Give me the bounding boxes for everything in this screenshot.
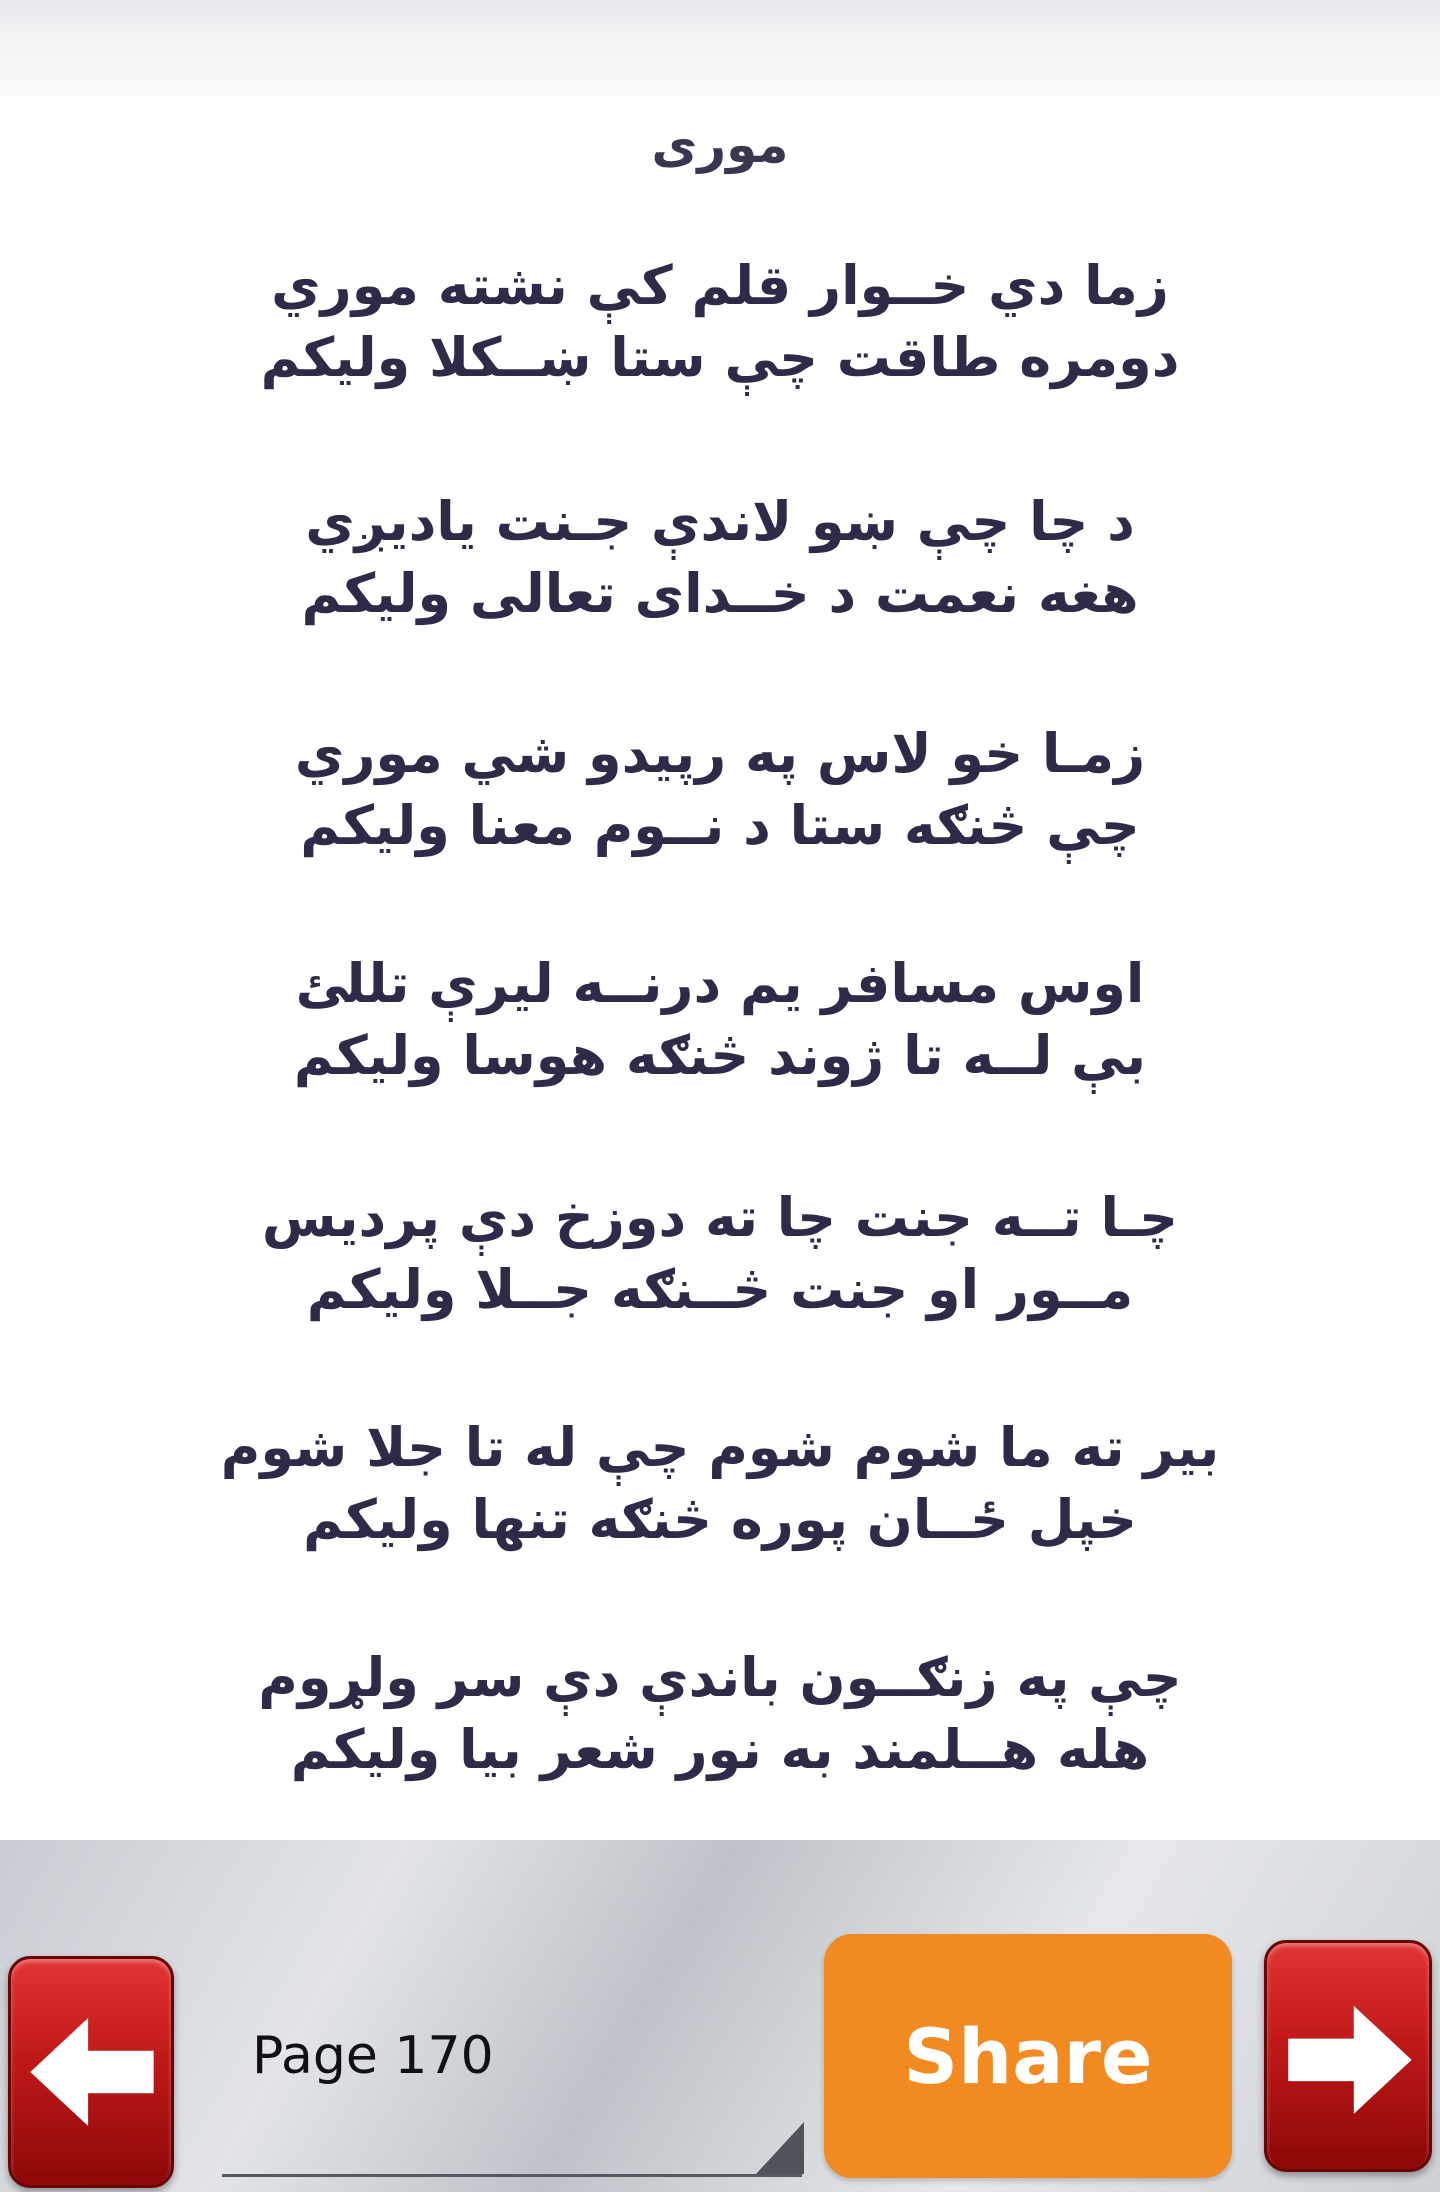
stanza-4 xyxy=(200,948,1240,1092)
stanza-7 xyxy=(200,1642,1240,1786)
stanza-3 xyxy=(200,718,1240,862)
stanza-line: خپل ځــان پوره څنګه تنها ولیکم xyxy=(303,1488,1137,1551)
stanza-line: بې لــه تا ژوند څنګه هوسا ولیکم xyxy=(293,1024,1147,1087)
stanza-line: هله هــلمند به نور شعر بیا ولیکم xyxy=(290,1718,1150,1781)
stanza-line: د چا چې ښو لاندې جـنت یادیږي xyxy=(305,490,1135,553)
stanza-2 xyxy=(200,486,1240,630)
stanza-6 xyxy=(200,1412,1240,1556)
stanza-line: زما دي خــوار قلم کې نشته موري xyxy=(271,254,1169,317)
stanza-line: اوس مسافر یم درنــه لیرې تللئ xyxy=(295,952,1145,1015)
arrow-left-icon xyxy=(11,1959,171,2185)
stanza-1 xyxy=(200,250,1240,394)
page-number-label: Page 170 xyxy=(252,2026,494,2086)
arrow-right-icon xyxy=(1267,1943,1429,2169)
spinner-corner-icon[interactable] xyxy=(756,2122,804,2174)
next-page-button[interactable] xyxy=(1264,1940,1432,2172)
stanza-line: مــور او جنت څــنګه جــلا ولیکم xyxy=(306,1258,1134,1321)
poem-page xyxy=(0,96,1440,1840)
stanza-5 xyxy=(200,1182,1240,1326)
stanza-line: چې په زنګــون باندې دې سر ولړوم xyxy=(258,1646,1182,1709)
stanza-line: چـا تــه جنت چا ته دوزخ دې پردیس xyxy=(261,1186,1179,1249)
page-spinner-underline[interactable] xyxy=(222,2174,802,2177)
stanza-line: چې څنګه ستا د نــوم معنا ولیکم xyxy=(300,794,1140,857)
stanza-line: زمـا خو لاس په رپیدو شي موري xyxy=(294,722,1146,785)
previous-page-button[interactable] xyxy=(8,1956,174,2188)
poem-title: موری xyxy=(651,116,789,174)
stanza-line: هغه نعمت د خــدای تعالی ولیکم xyxy=(301,562,1139,625)
top-strip xyxy=(0,0,1440,96)
stanza-line: دومره طاقت چې ستا ښــکلا ولیکم xyxy=(260,326,1180,389)
share-button[interactable]: Share xyxy=(824,1934,1232,2178)
stanza-line: بیر ته ما شوم شوم چې له تا جلا شوم xyxy=(220,1416,1220,1479)
